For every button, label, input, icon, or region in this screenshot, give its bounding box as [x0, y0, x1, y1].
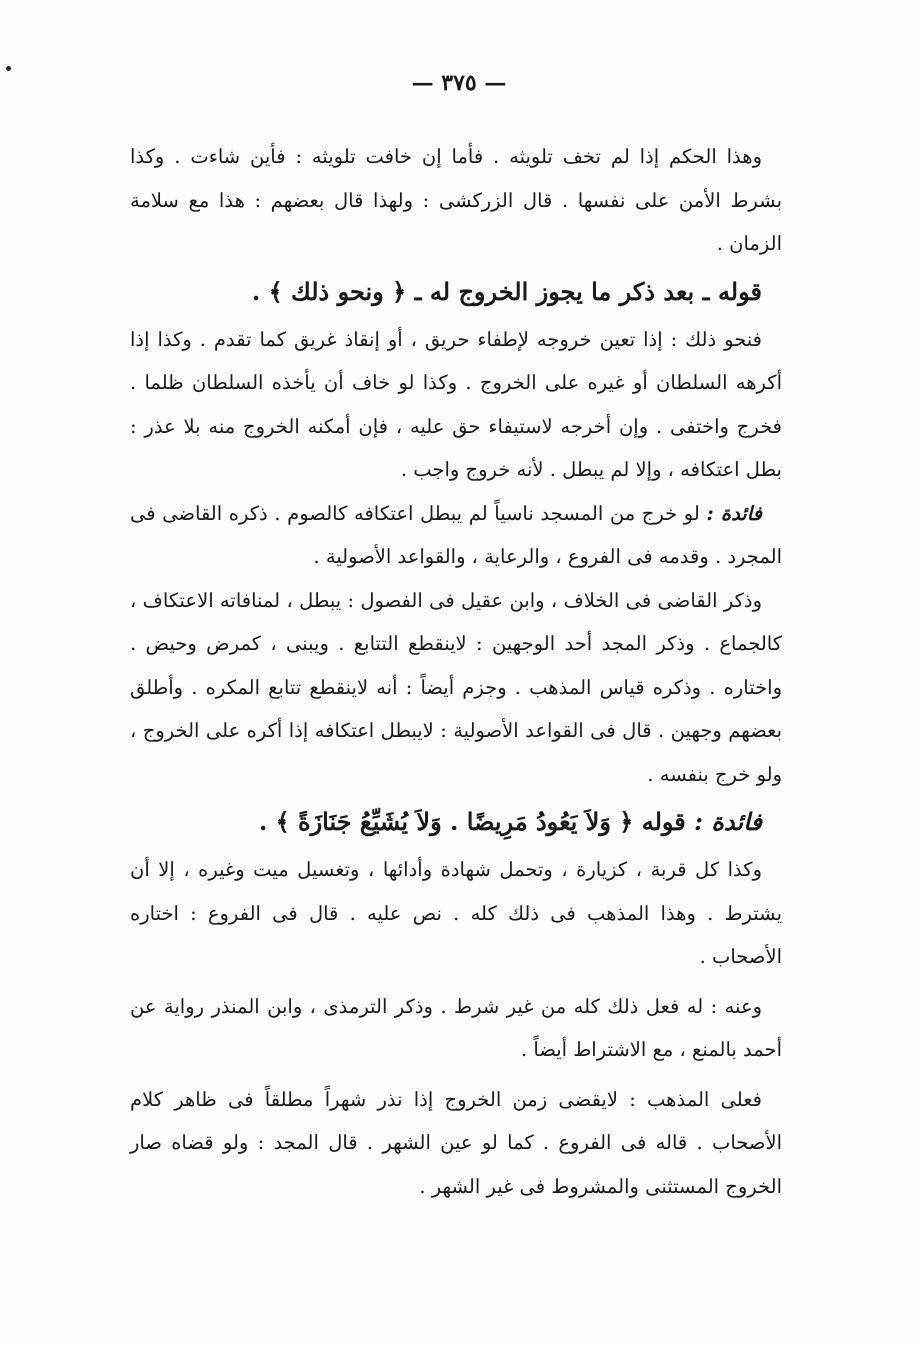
paragraph-2: فنحو ذلك : إذا تعين خروجه لإطفاء حريق ، أو إنقاذ غريق كما تقدم . وكذا إذا أكرهه السلطان أو غيره على الخروج . وكذا لو خاف أن يأخذه السلطان ظلما . فخرج واختفى . وإن أخرجه لاستيفاء حق عليه ، فإن أمكنه الخروج منه بلا عذر : بطل اعتكافه ، وإلا لم يبطل . لأنه خروج واجب . [130, 327, 782, 481]
heading-text-2: قوله ﴿ وَلاَ يَعُودُ مَرِيضًا . وَلاَ يُشَيِّعُ جَنَازَةً ﴾ . [258, 807, 686, 836]
paragraph-7: فعلى المذهب : لايقضى زمن الخروج إذا نذر شهراً مطلقاً فى ظاهر كلام الأصحاب . قاله فى الفروع . كما لو عين الشهر . قال المجد : ولو قضاه صار الخروج المستثنى والمشروط فى غير الشهر . [130, 1087, 782, 1198]
paragraph-1: وهذا الحكم إذا لم تخف تلويثه . فأما إن خافت تلويثه : فأين شاءت . وكذا بشرط الأمن على نفسها . قال الزركشى : ولهذا قال بعضهم : هذا مع سلامة الزمان . [130, 145, 782, 255]
paragraph-5: وكذا كل قربة ، كزيارة ، وتحمل شهادة وأدائها ، وتغسيل ميت وغيره ، إلا أن يشترط . وهذا المذهب فى ذلك كله . نص عليه . قال فى الفروع : اختاره الأصحاب . [130, 858, 782, 968]
text-body [130, 135, 782, 1208]
paragraph-6: وعنه : له فعل ذلك كله من غير شرط . وذكر الترمذى ، وابن المنذر رواية عن أحمد بالمنع ، مع الاشتراط أيضاً . [130, 994, 782, 1061]
paragraph-3 [130, 492, 782, 579]
note-label-2: فائدة : [694, 807, 762, 836]
paragraph-4: وذكر القاضى فى الخلاف ، وابن عقيل فى الفصول : يبطل ، لمنافاته الاعتكاف ، كالجماع . وذكر المجد أحد الوجهين : لاينقطع التتابع . ويبنى ، كمرض وحيض . واختاره . وذكره قياس المذهب . وجزم أيضاً : أنه لاينقطع تتابع المكره . وأطلق بعضهم وجهين . قال فى القواعد الأصولية : لايبطل اعتكافه إذا أكره على الخروج ، ولو خرج بنفسه . [130, 588, 782, 786]
note-label: فائدة : [706, 501, 762, 525]
section-heading-1: قوله ـ بعد ذكر ما يجوز الخروج له ـ ﴿ ونحو ذلك ﴾ . [251, 276, 762, 306]
section-heading-2 [130, 796, 782, 848]
page-number: — ٣٧٥ — [411, 70, 507, 96]
note-text: لو خرج من المسجد ناسياً لم يبطل اعتكافه كالصوم . ذكره القاضى فى المجرد . وقدمه فى الفروع ، والرعاية ، والقواعد الأصولية . [130, 501, 782, 568]
